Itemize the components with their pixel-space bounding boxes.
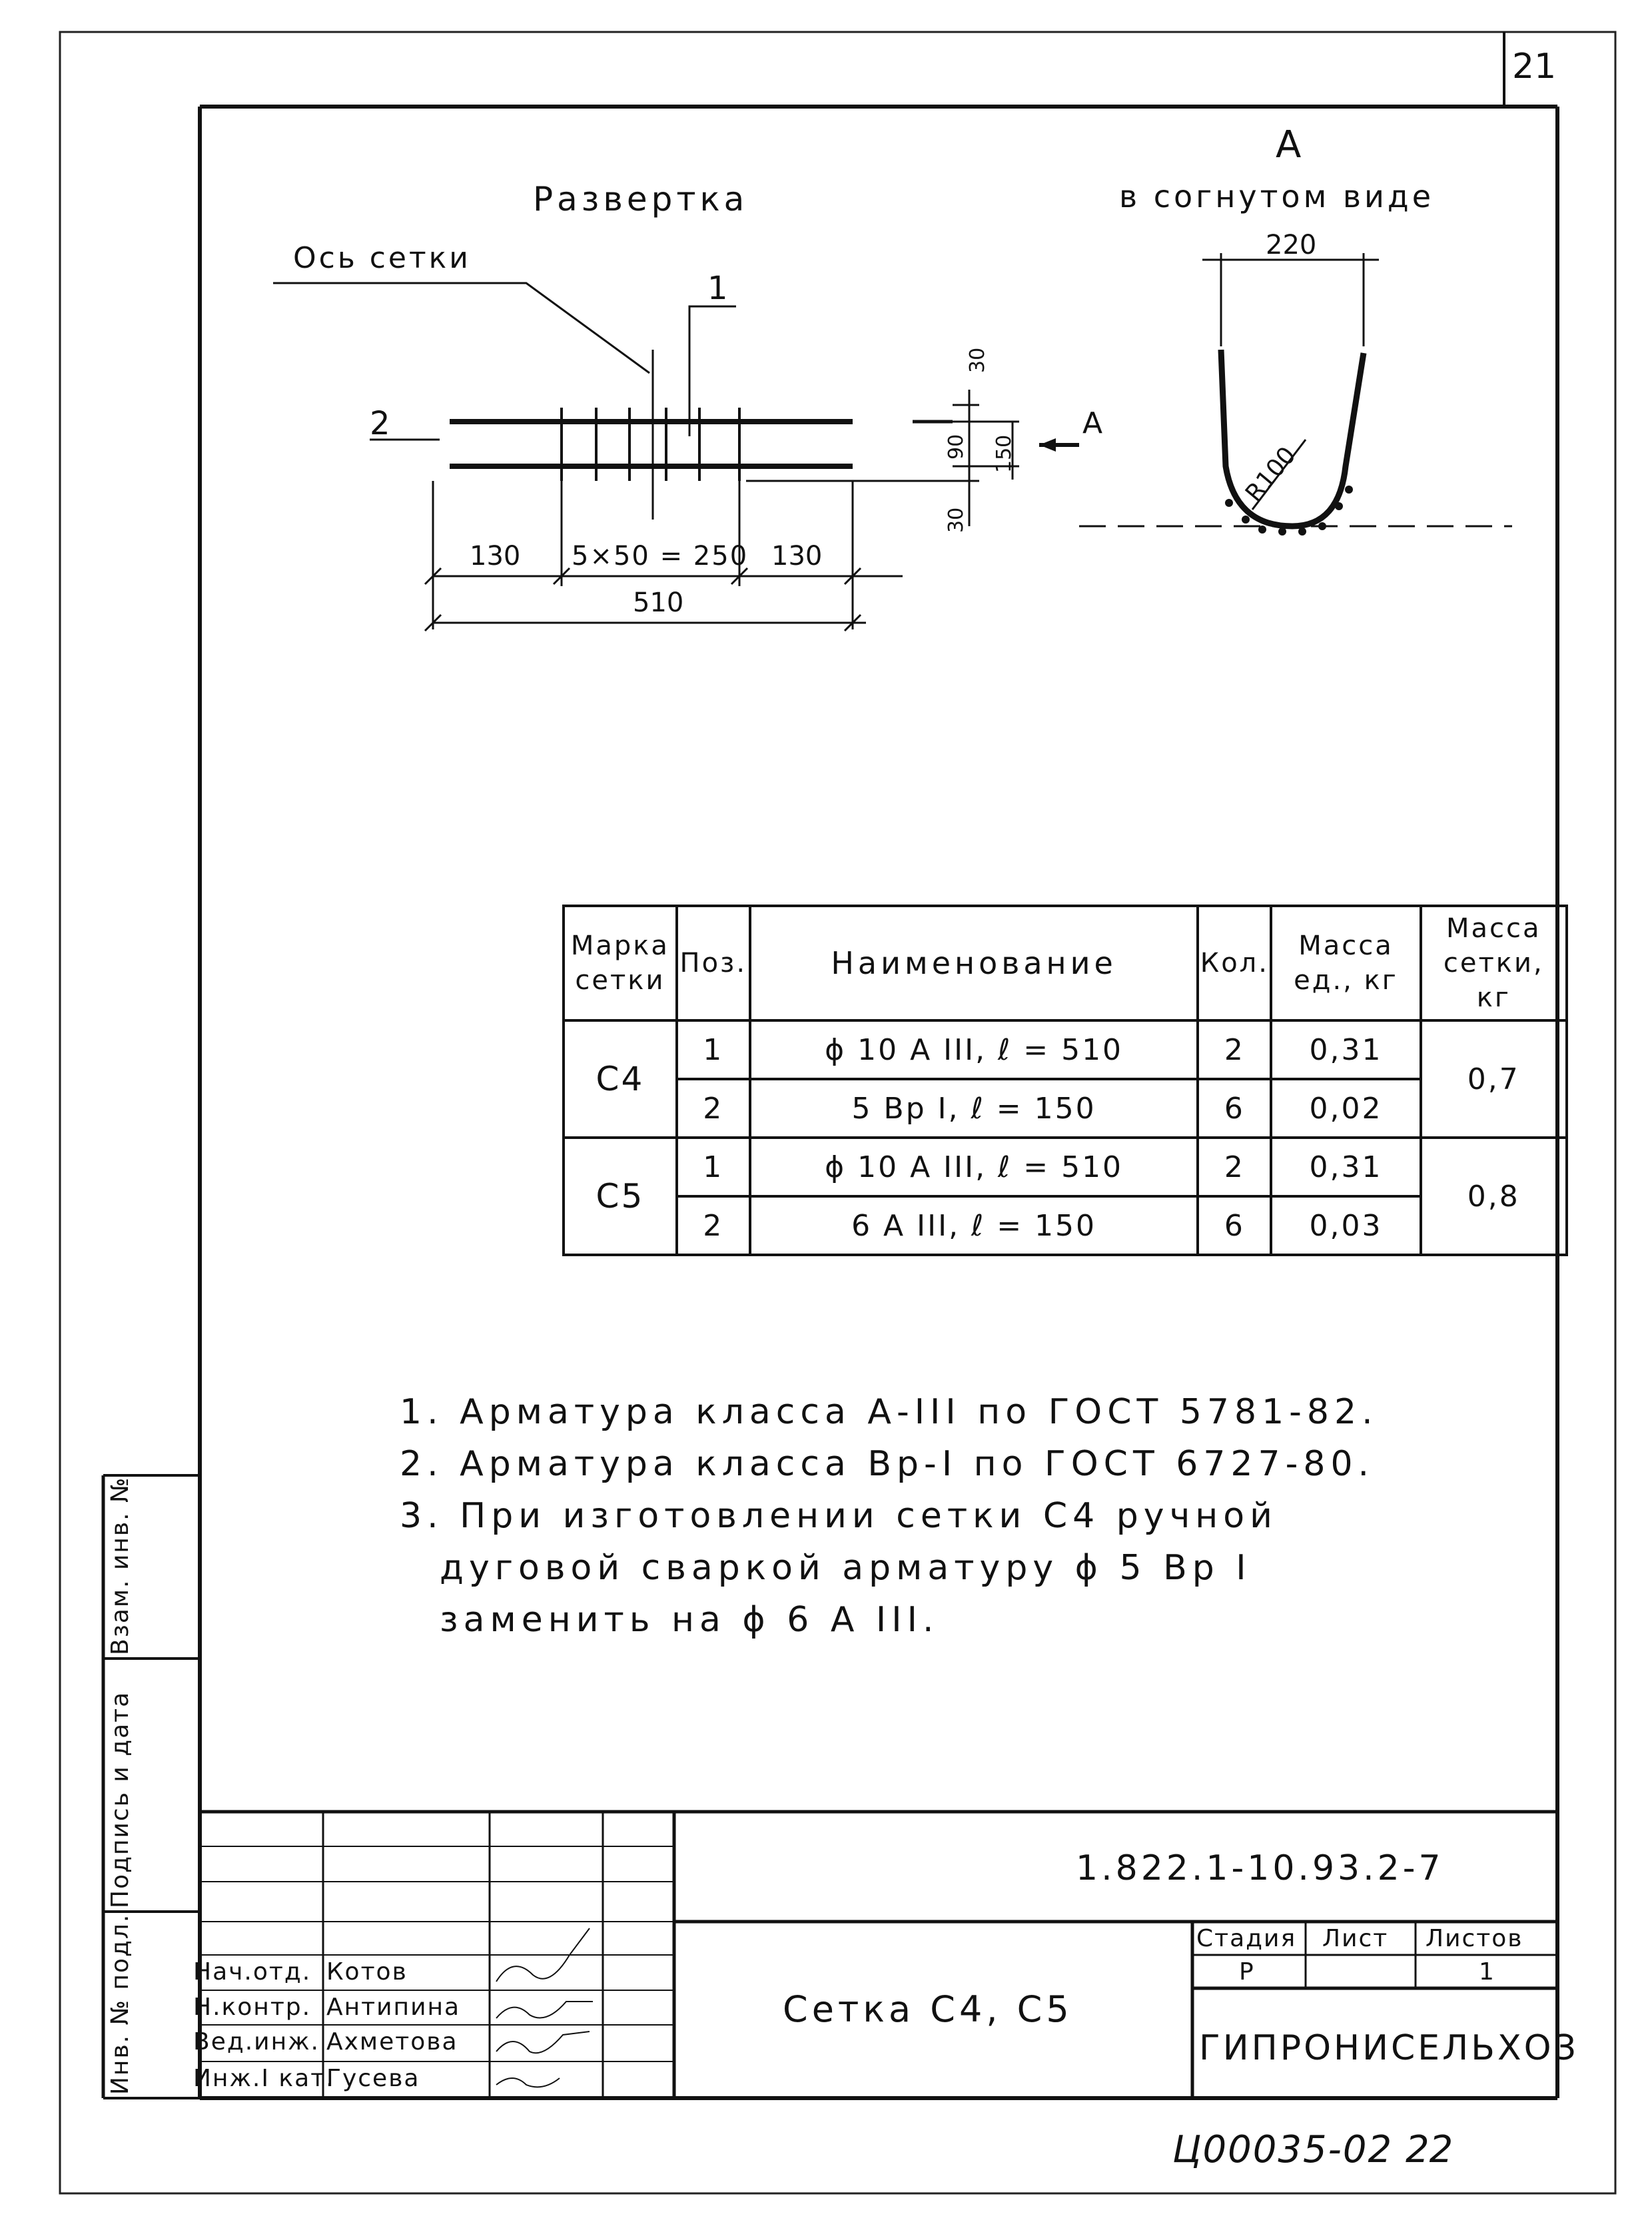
specification-table <box>562 905 1568 1256</box>
dim-130-left: 130 <box>470 541 521 571</box>
cell-pos: 2 <box>677 1196 750 1255</box>
cell-name: ϕ 10 А III, ℓ = 510 <box>750 1138 1198 1196</box>
transverse-bars <box>562 408 739 481</box>
dim-90: 90 <box>945 434 968 460</box>
header-pos: Поз. <box>677 906 750 1020</box>
document-code: 1.822.1-10.93.2-7 <box>1076 1848 1444 1888</box>
sheets-label: Листов <box>1426 1925 1523 1952</box>
organization: ГИПРОНИСЕЛЬХОЗ <box>1199 2028 1579 2068</box>
axis-label: Ось сетки <box>293 241 471 275</box>
table-header-row <box>564 906 1567 1020</box>
cell-pos: 1 <box>677 1138 750 1196</box>
axis-leader <box>273 283 649 373</box>
person-name: Котов <box>326 1958 408 1986</box>
table-row <box>564 1138 1567 1196</box>
stage-value: Р <box>1239 1958 1255 1986</box>
note-3-cont-2: заменить на ϕ 6 А III. <box>440 1600 939 1640</box>
note-3-cont-1: дуговой сваркой арматуру ϕ 5 Вр I <box>440 1548 1252 1588</box>
side-sign-date: Подпись и дата <box>107 1690 134 1908</box>
table-row <box>564 1020 1567 1079</box>
header-qty: Кол. <box>1198 906 1271 1020</box>
header-unit-mass: Масса ед., кг <box>1271 906 1420 1020</box>
sheet-title: Сетка С4, С5 <box>783 1988 1073 2030</box>
header-mark: Марка сетки <box>564 906 677 1020</box>
cell-qty: 6 <box>1198 1079 1271 1138</box>
note-1: 1. Арматура класса А-III по ГОСТ 5781-82. <box>400 1392 1378 1432</box>
pos1-leader <box>689 306 736 436</box>
cell-name: 6 А III, ℓ = 150 <box>750 1196 1198 1255</box>
dim-130-right: 130 <box>771 541 823 571</box>
cell-mesh-mass: 0,7 <box>1421 1020 1567 1138</box>
unfolded-title: Развертка <box>533 180 749 218</box>
person-name: Ахметова <box>326 2028 458 2055</box>
bent-view-letter: А <box>1276 123 1302 167</box>
person-role: Нач.отд. <box>193 1958 312 1986</box>
cell-qty: 2 <box>1198 1138 1271 1196</box>
side-inv-orig: Инв. № подл. <box>107 1913 134 2095</box>
cell-pos: 1 <box>677 1020 750 1079</box>
signatures <box>496 1928 593 2087</box>
person-role: Н.контр. <box>193 1994 312 2021</box>
sheet-label: Лист <box>1322 1925 1389 1952</box>
cell-mesh-mass: 0,8 <box>1421 1138 1567 1255</box>
cell-name: 5 Вр I, ℓ = 150 <box>750 1079 1198 1138</box>
bent-radius: R100 <box>1240 442 1302 508</box>
cell-unit-mass: 0,31 <box>1271 1138 1420 1196</box>
dim-150: 150 <box>993 434 1016 473</box>
person-role: Вед.инж. <box>193 2028 320 2055</box>
pos2-label: 2 <box>370 405 390 442</box>
dim-30-bottom: 30 <box>945 507 968 533</box>
person-role: Инж.I кат. <box>193 2065 335 2092</box>
table-row <box>564 1196 1567 1255</box>
pos1-label: 1 <box>707 270 728 307</box>
cell-unit-mass: 0,03 <box>1271 1196 1420 1255</box>
cell-mark: С5 <box>564 1138 677 1255</box>
cell-unit-mass: 0,31 <box>1271 1020 1420 1079</box>
footer-code: Ц00035-02 <box>1172 2128 1394 2171</box>
cell-mark: С4 <box>564 1020 677 1138</box>
dim-center: 5×50 = 250 <box>572 541 749 571</box>
cell-unit-mass: 0,02 <box>1271 1079 1420 1138</box>
bent-width: 220 <box>1266 230 1317 260</box>
person-name: Гусева <box>326 2065 420 2092</box>
side-replace-inv: Взам. инв. № <box>107 1476 134 1655</box>
cell-qty: 6 <box>1198 1196 1271 1255</box>
dim-total: 510 <box>633 587 684 618</box>
cell-qty: 2 <box>1198 1020 1271 1079</box>
cell-pos: 2 <box>677 1079 750 1138</box>
view-arrow-label: А <box>1082 406 1103 440</box>
sheets-value: 1 <box>1479 1958 1495 1986</box>
cell-name: ϕ 10 А III, ℓ = 510 <box>750 1020 1198 1079</box>
header-name: Наименование <box>750 906 1198 1020</box>
sheet-number: 21 <box>1512 47 1557 87</box>
stage-label: Стадия <box>1196 1925 1297 1952</box>
table-row <box>564 1079 1567 1138</box>
person-name: Антипина <box>326 1994 461 2021</box>
note-2: 2. Арматура класса Вр-I по ГОСТ 6727-80. <box>400 1444 1375 1484</box>
bent-view-title: в согнутом виде <box>1119 179 1435 214</box>
note-3: 3. При изготовлении сетки С4 ручной <box>400 1496 1278 1536</box>
footer-page: 22 <box>1406 2128 1453 2171</box>
header-mesh-mass: Масса сетки, кг <box>1421 906 1567 1020</box>
bent-bar <box>1221 350 1364 526</box>
dim-30-top: 30 <box>966 347 989 373</box>
